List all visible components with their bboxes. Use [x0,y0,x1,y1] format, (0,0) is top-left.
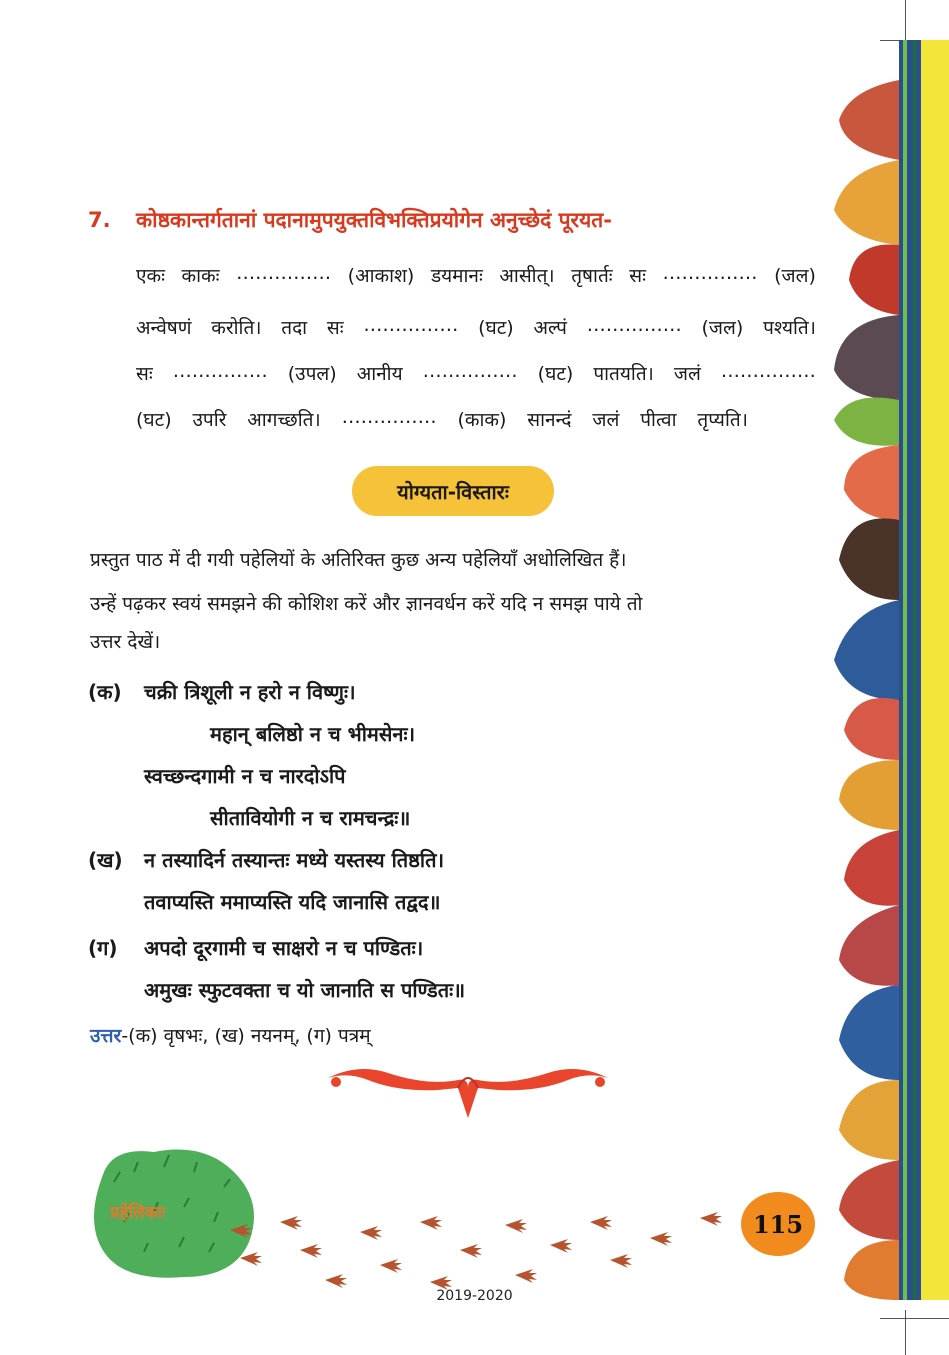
word: उपरि [192,409,227,431]
word: आगच्छति। [247,409,321,431]
riddle-ga-line-2: अमुखः स्फुटवक्ता च यो जानाति स पण्डितः॥ [144,978,466,1002]
word: (घट) [136,409,172,431]
question-instruction: कोष्ठकान्तर्गतानां पदानामुपयुक्तविभक्तिप्रयोगेन अनुच्छेदं पूरयत- [136,208,612,232]
word: (उपल) [287,363,337,385]
answer-text: -(क) वृषभः, (ख) नयनम्, (ग) पत्रम् [121,1025,371,1047]
word: (आकाश) [347,265,415,287]
blank: …………… [341,406,437,428]
blank: …………… [363,314,459,336]
section-title-badge [352,466,554,516]
intro-line-1: प्रस्तुत पाठ में दी गयी पहेलियों के अतिरिक्त कुछ अन्य पहेलियाँ अधोलिखित हैं। [90,549,627,571]
word: तृप्यति। [697,409,748,431]
section-title: योग्यता-विस्तारः [397,479,509,504]
word: करोति। [211,317,262,339]
word: पश्यति। [763,317,816,339]
word: अल्पं [533,317,567,339]
paragraph-line-4 [136,406,748,432]
riddle-ka-line-4: सीतावियोगी न च रामचन्द्रः॥ [210,806,411,830]
word: तृषार्तः [571,265,613,287]
edition-year: 2019-2020 [436,1288,513,1304]
crop-mark [905,1310,906,1355]
word: सः [629,265,646,287]
word: काकः [181,265,220,287]
riddle-ka-line-3: स्वच्छन्दगामी न च नारदोऽपि [144,764,346,788]
riddle-label-ka: (क) [88,680,122,704]
blank: …………… [586,314,682,336]
blank: …………… [662,262,758,284]
riddle-ka-line-2: महान् बलिष्ठो न च भीमसेनः। [210,722,416,746]
intro-line-3: उत्तर देखें। [90,631,161,653]
word: सः [326,317,344,339]
riddle-ka-line-1: चक्री त्रिशूली न हरो न विष्णुः। [144,680,356,704]
riddle-kha-line-1: न तस्यादिर्न तस्यान्तः मध्ये यस्तस्य तिष्ठति। [144,848,445,872]
riddle-kha-line-2: तवाप्यस्ति ममाप्यस्ति यदि जानासि तद्वद॥ [144,890,441,914]
word: (घट) [537,363,574,385]
intro-line-2: उन्हें पढ़कर स्वयं समझने की कोशिश करें और ज्ञानवर्धन करें यदि न समझ पाये तो [90,593,643,615]
word: डयमानः [430,265,483,287]
riddle-ga-line-1: अपदो दूरगामी च साक्षरो न च पण्डितः। [144,936,424,960]
word: (जल) [774,265,816,287]
decorative-ornament [318,1058,618,1120]
page-number-badge [741,1192,815,1256]
word: (काक) [457,409,507,431]
word: एकः [136,265,165,287]
question-number: 7. [88,208,111,232]
question-heading [88,206,612,234]
blank: …………… [236,262,332,284]
word: जलं [673,363,701,385]
word: अन्वेषणं [136,317,192,339]
word: जलं [592,409,620,431]
paragraph-line-2 [136,314,816,340]
paragraph-line-1 [136,262,816,288]
word: पीत्वा [640,409,677,431]
crop-mark [880,1318,949,1319]
bird-tracks [230,1210,730,1300]
blank: …………… [172,360,268,382]
riddle-label-kha: (ख) [88,848,123,872]
word: तदा [281,317,308,339]
word: (घट) [478,317,514,339]
word: पातयति। [593,363,654,385]
blank: …………… [720,360,816,382]
folk-art-border [829,40,949,1300]
word: (जल) [701,317,744,339]
word: आनीय [356,363,403,385]
word: सः [136,363,153,385]
blank: …………… [422,360,518,382]
answer-line [90,1022,371,1048]
paragraph-line-3 [136,360,816,386]
page-number: 115 [752,1209,804,1239]
word: आसीत्। [499,265,555,287]
riddle-label-ga: (ग) [88,936,118,960]
answer-label: उत्तर [90,1025,122,1047]
chapter-label: प्रहेलिकाः [110,1203,166,1223]
word: सानन्दं [527,409,572,431]
